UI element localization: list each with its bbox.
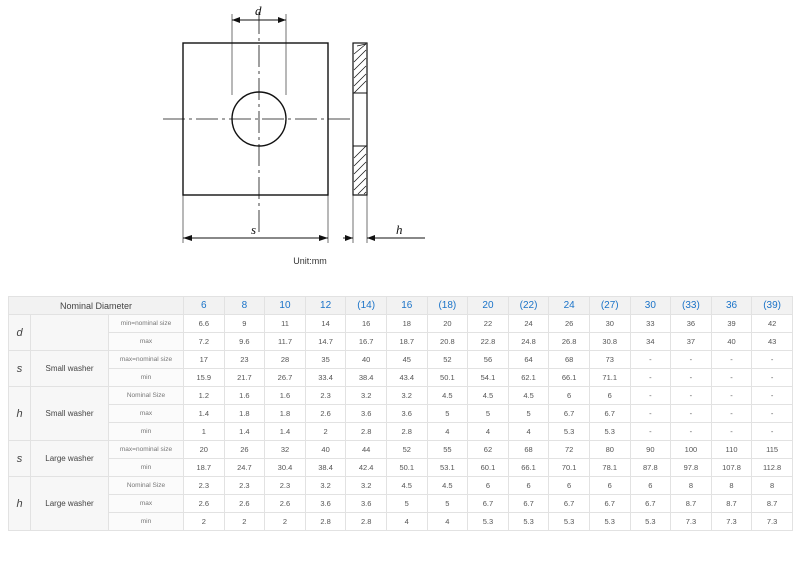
table-cell: - bbox=[630, 423, 671, 441]
column-header-14: (39) bbox=[752, 297, 793, 315]
table-cell: 21.7 bbox=[224, 369, 265, 387]
table-cell: 33 bbox=[630, 315, 671, 333]
table-cell: 24 bbox=[508, 315, 549, 333]
row-symbol: s bbox=[9, 351, 31, 387]
table-row bbox=[9, 369, 793, 387]
table-cell: 71.1 bbox=[589, 369, 630, 387]
table-cell: 107.8 bbox=[711, 459, 752, 477]
table-cell: 50.1 bbox=[427, 369, 468, 387]
table-cell: 35 bbox=[305, 351, 346, 369]
column-header-7: 20 bbox=[468, 297, 509, 315]
unit-note: Unit:mm bbox=[293, 256, 327, 266]
row-subtitle: min bbox=[109, 423, 184, 441]
table-cell: 5.3 bbox=[549, 423, 590, 441]
table-cell: 4.5 bbox=[427, 387, 468, 405]
table-cell: 52 bbox=[386, 441, 427, 459]
table-cell: 43.4 bbox=[386, 369, 427, 387]
table-cell: - bbox=[630, 369, 671, 387]
table-cell: 3.2 bbox=[346, 477, 387, 495]
table-cell: 34 bbox=[630, 333, 671, 351]
row-subtitle: Nominal Size bbox=[109, 477, 184, 495]
table-cell: 62.1 bbox=[508, 369, 549, 387]
table-cell: 17 bbox=[184, 351, 225, 369]
s-arrow-left bbox=[183, 235, 192, 241]
table-cell: 72 bbox=[549, 441, 590, 459]
table-cell: 6.7 bbox=[508, 495, 549, 513]
table-cell: 7.2 bbox=[184, 333, 225, 351]
table-cell: 37 bbox=[671, 333, 712, 351]
table-cell: - bbox=[711, 351, 752, 369]
table-cell: 6 bbox=[589, 387, 630, 405]
table-cell: 26.8 bbox=[549, 333, 590, 351]
table-cell: 9 bbox=[224, 315, 265, 333]
table-cell: 5 bbox=[427, 405, 468, 423]
column-header-3: 12 bbox=[305, 297, 346, 315]
table-cell: 4 bbox=[508, 423, 549, 441]
table-cell: 80 bbox=[589, 441, 630, 459]
table-cell: 26 bbox=[224, 441, 265, 459]
column-header-10: (27) bbox=[589, 297, 630, 315]
column-header-9: 24 bbox=[549, 297, 590, 315]
table-cell: 6.6 bbox=[184, 315, 225, 333]
table-cell: 38.4 bbox=[305, 459, 346, 477]
table-cell: - bbox=[671, 405, 712, 423]
table-cell: - bbox=[752, 351, 793, 369]
table-cell: - bbox=[711, 405, 752, 423]
table-cell: - bbox=[671, 387, 712, 405]
row-subtitle: max bbox=[109, 495, 184, 513]
row-subtitle: min=nominal size bbox=[109, 315, 184, 333]
table-cell: 5 bbox=[427, 495, 468, 513]
table-cell: 2 bbox=[184, 513, 225, 531]
table-cell: 6 bbox=[549, 477, 590, 495]
column-header-1: 8 bbox=[224, 297, 265, 315]
table-cell: 8 bbox=[752, 477, 793, 495]
column-header-5: 16 bbox=[386, 297, 427, 315]
table-cell: 24.7 bbox=[224, 459, 265, 477]
table-cell: 38.4 bbox=[346, 369, 387, 387]
table-cell: 3.2 bbox=[346, 387, 387, 405]
table-cell: 2 bbox=[265, 513, 306, 531]
table-cell: 23 bbox=[224, 351, 265, 369]
column-header-12: (33) bbox=[671, 297, 712, 315]
table-cell: 1.8 bbox=[265, 405, 306, 423]
table-cell: 6.7 bbox=[589, 495, 630, 513]
table-cell: - bbox=[630, 405, 671, 423]
table-cell: 7.3 bbox=[752, 513, 793, 531]
table-cell: 1.4 bbox=[224, 423, 265, 441]
table-cell: 30.8 bbox=[589, 333, 630, 351]
row-subtitle: max bbox=[109, 333, 184, 351]
table-cell: 64 bbox=[508, 351, 549, 369]
table-cell: 26.7 bbox=[265, 369, 306, 387]
table-cell: 30.4 bbox=[265, 459, 306, 477]
table-cell: 110 bbox=[711, 441, 752, 459]
table-cell: 6 bbox=[630, 477, 671, 495]
table-cell: 8.7 bbox=[752, 495, 793, 513]
table-cell: 68 bbox=[508, 441, 549, 459]
table-cell: 40 bbox=[346, 351, 387, 369]
table-cell: 2.6 bbox=[224, 495, 265, 513]
table-cell: 115 bbox=[752, 441, 793, 459]
row-symbol: h bbox=[9, 387, 31, 441]
table-cell: 1.2 bbox=[184, 387, 225, 405]
table-cell: 32 bbox=[265, 441, 306, 459]
technical-drawing bbox=[0, 0, 800, 285]
row-symbol: h bbox=[9, 477, 31, 531]
h-arrow-left bbox=[345, 235, 353, 241]
table-cell: 2.3 bbox=[224, 477, 265, 495]
specification-table-wrapper bbox=[8, 296, 792, 531]
row-symbol: s bbox=[9, 441, 31, 477]
row-type: Large washer bbox=[31, 477, 109, 531]
table-row bbox=[9, 351, 793, 369]
h-arrow-right bbox=[367, 235, 375, 241]
table-cell: 50.1 bbox=[386, 459, 427, 477]
table-cell: 4 bbox=[468, 423, 509, 441]
table-cell: 40 bbox=[711, 333, 752, 351]
table-cell: 5 bbox=[468, 405, 509, 423]
table-cell: 20.8 bbox=[427, 333, 468, 351]
table-cell: 6 bbox=[549, 387, 590, 405]
table-cell: 66.1 bbox=[508, 459, 549, 477]
table-cell: 16 bbox=[346, 315, 387, 333]
table-cell: 97.8 bbox=[671, 459, 712, 477]
table-cell: 2 bbox=[224, 513, 265, 531]
table-cell: 5.3 bbox=[630, 513, 671, 531]
table-cell: 2.3 bbox=[184, 477, 225, 495]
row-subtitle: min bbox=[109, 459, 184, 477]
table-cell: 1.4 bbox=[184, 405, 225, 423]
table-cell: - bbox=[630, 387, 671, 405]
table-cell: - bbox=[711, 387, 752, 405]
table-cell: 4 bbox=[386, 513, 427, 531]
dim-label-d: d bbox=[255, 3, 262, 18]
table-cell: 42.4 bbox=[346, 459, 387, 477]
table-cell: 4 bbox=[427, 513, 468, 531]
table-cell: 9.6 bbox=[224, 333, 265, 351]
table-cell: - bbox=[752, 423, 793, 441]
table-row bbox=[9, 315, 793, 333]
table-cell: 1 bbox=[184, 423, 225, 441]
table-cell: 5.3 bbox=[589, 513, 630, 531]
side-view-outline bbox=[353, 43, 367, 195]
table-cell: 2.3 bbox=[305, 387, 346, 405]
table-cell: 8 bbox=[671, 477, 712, 495]
d-arrow-left bbox=[232, 17, 240, 23]
table-cell: 18.7 bbox=[386, 333, 427, 351]
table-cell: 1.8 bbox=[224, 405, 265, 423]
table-cell: 54.1 bbox=[468, 369, 509, 387]
table-cell: 11.7 bbox=[265, 333, 306, 351]
section-hatching-upper bbox=[354, 44, 366, 93]
table-cell: 56 bbox=[468, 351, 509, 369]
table-cell: 55 bbox=[427, 441, 468, 459]
row-subtitle: max bbox=[109, 405, 184, 423]
table-cell: 5.3 bbox=[549, 513, 590, 531]
table-cell: 8.7 bbox=[711, 495, 752, 513]
table-cell: 22 bbox=[468, 315, 509, 333]
table-row bbox=[9, 441, 793, 459]
row-subtitle: max=nominal size bbox=[109, 441, 184, 459]
table-cell: 6.7 bbox=[468, 495, 509, 513]
table-cell: - bbox=[752, 369, 793, 387]
row-type bbox=[31, 315, 109, 351]
table-cell: 3.6 bbox=[305, 495, 346, 513]
column-header-0: 6 bbox=[184, 297, 225, 315]
table-cell: 6.7 bbox=[630, 495, 671, 513]
table-cell: 4.5 bbox=[386, 477, 427, 495]
table-cell: 33.4 bbox=[305, 369, 346, 387]
column-header-2: 10 bbox=[265, 297, 306, 315]
table-cell: 6 bbox=[508, 477, 549, 495]
table-row bbox=[9, 477, 793, 495]
table-cell: 2.8 bbox=[346, 513, 387, 531]
table-cell: 8.7 bbox=[671, 495, 712, 513]
column-header-6: (18) bbox=[427, 297, 468, 315]
row-subtitle: Nominal Size bbox=[109, 387, 184, 405]
table-cell: 90 bbox=[630, 441, 671, 459]
table-cell: 3.6 bbox=[346, 405, 387, 423]
table-cell: 14.7 bbox=[305, 333, 346, 351]
table-cell: - bbox=[671, 369, 712, 387]
row-subtitle: min bbox=[109, 369, 184, 387]
table-cell: 44 bbox=[346, 441, 387, 459]
table-header-row bbox=[9, 297, 793, 315]
table-cell: 18.7 bbox=[184, 459, 225, 477]
table-cell: 100 bbox=[671, 441, 712, 459]
table-cell: 2 bbox=[305, 423, 346, 441]
table-cell: 11 bbox=[265, 315, 306, 333]
table-cell: 68 bbox=[549, 351, 590, 369]
table-cell: 24.8 bbox=[508, 333, 549, 351]
table-cell: 20 bbox=[427, 315, 468, 333]
table-cell: 36 bbox=[671, 315, 712, 333]
nominal-diameter-header: Nominal Diameter bbox=[9, 297, 184, 315]
column-header-11: 30 bbox=[630, 297, 671, 315]
table-cell: - bbox=[630, 351, 671, 369]
table-cell: 4.5 bbox=[427, 477, 468, 495]
table-cell: 6.7 bbox=[589, 405, 630, 423]
table-cell: 3.6 bbox=[346, 495, 387, 513]
table-cell: 28 bbox=[265, 351, 306, 369]
row-symbol: d bbox=[9, 315, 31, 351]
table-cell: 5 bbox=[508, 405, 549, 423]
row-type: Large washer bbox=[31, 441, 109, 477]
table-row bbox=[9, 387, 793, 405]
table-cell: 39 bbox=[711, 315, 752, 333]
table-cell: - bbox=[671, 423, 712, 441]
table-cell: - bbox=[752, 405, 793, 423]
table-row bbox=[9, 405, 793, 423]
table-cell: - bbox=[711, 369, 752, 387]
table-cell: 4.5 bbox=[508, 387, 549, 405]
table-cell: - bbox=[671, 351, 712, 369]
table-cell: 1.6 bbox=[224, 387, 265, 405]
table-cell: 3.6 bbox=[386, 405, 427, 423]
table-cell: 4.5 bbox=[468, 387, 509, 405]
table-cell: 3.2 bbox=[386, 387, 427, 405]
table-row bbox=[9, 495, 793, 513]
table-cell: - bbox=[711, 423, 752, 441]
table-cell: 112.8 bbox=[752, 459, 793, 477]
table-cell: 1.4 bbox=[265, 423, 306, 441]
column-header-4: (14) bbox=[346, 297, 387, 315]
table-cell: 3.2 bbox=[305, 477, 346, 495]
table-cell: 5.3 bbox=[508, 513, 549, 531]
table-cell: 2.6 bbox=[184, 495, 225, 513]
table-cell: 2.6 bbox=[305, 405, 346, 423]
table-cell: 20 bbox=[184, 441, 225, 459]
table-cell: 7.3 bbox=[671, 513, 712, 531]
table-row bbox=[9, 459, 793, 477]
table-cell: 42 bbox=[752, 315, 793, 333]
table-cell: 53.1 bbox=[427, 459, 468, 477]
table-cell: 87.8 bbox=[630, 459, 671, 477]
table-cell: - bbox=[752, 387, 793, 405]
table-cell: 26 bbox=[549, 315, 590, 333]
table-cell: 62 bbox=[468, 441, 509, 459]
table-cell: 1.6 bbox=[265, 387, 306, 405]
table-cell: 43 bbox=[752, 333, 793, 351]
table-cell: 70.1 bbox=[549, 459, 590, 477]
table-cell: 6.7 bbox=[549, 405, 590, 423]
table-cell: 2.8 bbox=[346, 423, 387, 441]
dim-label-s: s bbox=[251, 222, 257, 237]
table-cell: 14 bbox=[305, 315, 346, 333]
table-cell: 78.1 bbox=[589, 459, 630, 477]
table-cell: 60.1 bbox=[468, 459, 509, 477]
table-cell: 45 bbox=[386, 351, 427, 369]
table-cell: 5 bbox=[386, 495, 427, 513]
dim-label-h: h bbox=[396, 222, 403, 237]
table-cell: 7.3 bbox=[711, 513, 752, 531]
d-arrow-right bbox=[278, 17, 286, 23]
row-type: Small washer bbox=[31, 387, 109, 441]
table-cell: 2.3 bbox=[265, 477, 306, 495]
specification-table bbox=[8, 296, 793, 531]
table-cell: 40 bbox=[305, 441, 346, 459]
s-arrow-right bbox=[319, 235, 328, 241]
table-cell: 8 bbox=[711, 477, 752, 495]
table-cell: 73 bbox=[589, 351, 630, 369]
table-cell: 2.8 bbox=[386, 423, 427, 441]
table-row bbox=[9, 513, 793, 531]
table-cell: 30 bbox=[589, 315, 630, 333]
table-row bbox=[9, 333, 793, 351]
table-cell: 5.3 bbox=[589, 423, 630, 441]
table-cell: 6.7 bbox=[549, 495, 590, 513]
table-cell: 6 bbox=[468, 477, 509, 495]
row-subtitle: max=nominal size bbox=[109, 351, 184, 369]
table-cell: 2.8 bbox=[305, 513, 346, 531]
table-row bbox=[9, 423, 793, 441]
table-cell: 22.8 bbox=[468, 333, 509, 351]
column-header-8: (22) bbox=[508, 297, 549, 315]
table-cell: 15.9 bbox=[184, 369, 225, 387]
washer-drawing-svg bbox=[0, 0, 800, 285]
table-cell: 5.3 bbox=[468, 513, 509, 531]
row-type: Small washer bbox=[31, 351, 109, 387]
table-cell: 16.7 bbox=[346, 333, 387, 351]
row-subtitle: min bbox=[109, 513, 184, 531]
column-header-13: 36 bbox=[711, 297, 752, 315]
table-cell: 2.6 bbox=[265, 495, 306, 513]
section-hatching-lower bbox=[354, 146, 366, 194]
table-cell: 18 bbox=[386, 315, 427, 333]
table-cell: 6 bbox=[589, 477, 630, 495]
table-cell: 52 bbox=[427, 351, 468, 369]
table-cell: 66.1 bbox=[549, 369, 590, 387]
table-cell: 4 bbox=[427, 423, 468, 441]
